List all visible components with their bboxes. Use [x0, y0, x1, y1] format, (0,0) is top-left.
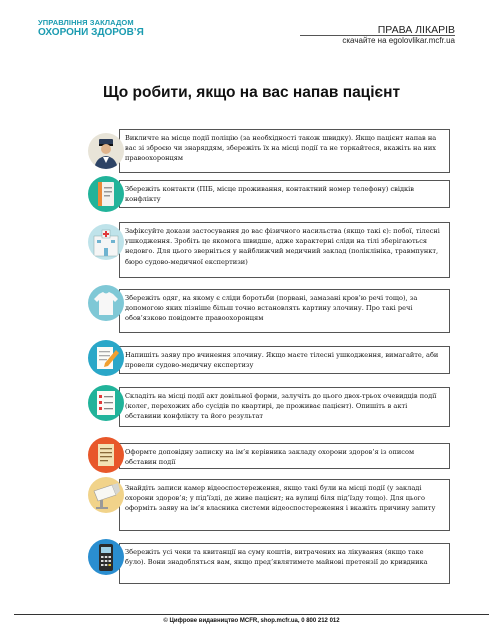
footer-text: © Цифрове видавництво MCFR, shop.mcfr.ua, 0 800 212 012	[163, 618, 340, 624]
police-officer-icon	[88, 133, 124, 169]
footer-divider	[14, 614, 489, 615]
pen-paper-icon	[88, 340, 124, 376]
step-text: Зафіксуйте докази застосування до вас фізичного насильства (якщо такі є): побої, тілесні ушкодження. Зробіть це якомога швидше, адже характерні сліди на тілі зберігаються недовго. Для цього зверніться у найближчий медичний заклад (поліклініка, травмпункт, бюро судово-медичної експертизи)	[125, 227, 440, 266]
step-text: Напишіть заяву про вчинення злочину. Якщо маєте тілесні ушкодження, вимагайте, аби провели судово-медичну експертизу	[125, 351, 439, 370]
brand-line-1: УПРАВЛІННЯ ЗАКЛАДОМ	[38, 18, 134, 27]
step-7	[88, 443, 450, 469]
step-2	[88, 180, 450, 208]
step-9	[88, 543, 450, 584]
shirt-icon	[88, 285, 124, 321]
notebook-icon	[88, 176, 124, 212]
download-link[interactable]: скачайте на egolovlikar.mcfr.ua	[342, 36, 455, 45]
step-text: Збережіть усі чеки та квитанції на суму коштів, витрачених на лікування (якщо таке було). Вони знадобляться вам, якщо пред’являтимете майнові претензії до кривдника	[125, 548, 428, 567]
memo-icon	[88, 437, 124, 473]
brand-line-2: ОХОРОНИ ЗДОРОВ’Я	[38, 27, 144, 38]
step-8	[88, 479, 450, 531]
header-divider	[300, 35, 455, 36]
step-1	[88, 129, 450, 173]
step-text: Оформте доповідну записку на ім’я керівника закладу охорони здоров’я із описом обставин події	[125, 448, 415, 467]
step-5	[88, 346, 450, 374]
section-label: ПРАВА ЛІКАРІВ	[377, 24, 455, 36]
step-text: Збережіть контакти (ПІБ, місце проживання, контактний номер телефону) свідків конфлікту	[125, 185, 414, 204]
checklist-icon	[88, 385, 124, 421]
pos-terminal-icon	[88, 539, 124, 575]
step-text: Викличте на місце події поліцію (за необхідності також швидку). Якщо пацієнт напав на вас зі зброєю чи знаряддям, збережіть їх на місці події та не торкайтеся, вкажіть на них правоохоронцям	[125, 134, 437, 163]
step-4	[88, 289, 450, 333]
step-3	[88, 222, 450, 278]
hospital-icon	[88, 224, 124, 260]
page-title: Що робити, якщо на вас напав пацієнт	[102, 84, 401, 101]
step-text: Складіть на місці події акт довільної форми, залучіть до цього двох-трьох очевидців події (колег, перехожих або сусідів по квартирі, де проживає пацієнт). Опишіть в акті обставини конфлікту та його результат	[125, 392, 437, 421]
camera-icon	[88, 477, 124, 513]
step-text: Знайдіть записи камер відеоспостереження, якщо такі були на місці події (у закладі охорони здоров’я; у під’їзді, де живе пацієнт; на вулиці біля під’їзду тощо). Для цього оформіть заяву на ім’я власника системи відеоспостереження і вкажіть причину запиту	[125, 484, 436, 513]
brand-logo	[38, 18, 144, 39]
step-text: Збережіть одяг, на якому є сліди боротьби (порвані, замазані кров’ю речі тощо), за допомогою яких пізніше більш точно встановлять картину злочину. Про такі речі обов’язково повідомте правоохоронцям	[125, 294, 418, 323]
step-6	[88, 387, 450, 427]
